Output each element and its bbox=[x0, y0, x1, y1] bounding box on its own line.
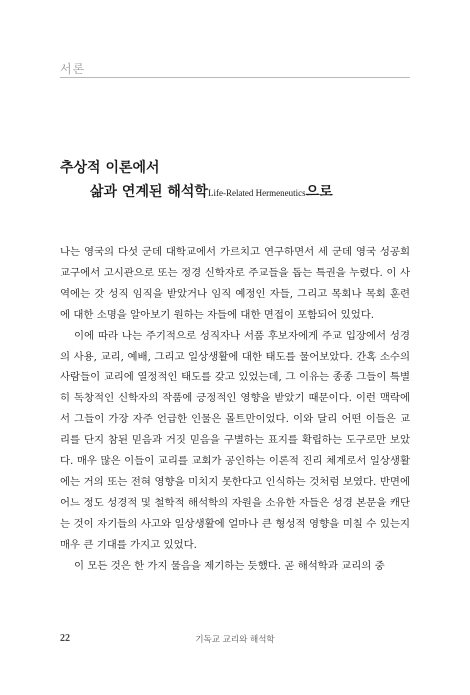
heading-line-2-suffix: 으로 bbox=[305, 184, 333, 200]
heading-line-1: 추상적 이론에서 bbox=[60, 160, 160, 176]
paragraph: 이에 따라 나는 주기적으로 성직자나 서품 후보자에게 주교 입장에서 성경의 사용, 교리, 예배, 그리고 일상생활에 대한 태도를 물어보았다. 간혹 소수의 사람들이 교리에 열정적인 태도를 갖고 있었는데, 그 이유는 종종 그들이 특별히 독창적인 신학자의 작품에 긍정적인 영향을 받았기 때문이다. 이런 맥락에서 그들이 가장 자주 언급한 인물은 몰트만이었다. 이와 달리 어떤 이들은 교리를 단지 참된 믿음과 거짓 믿음을 구별하는 표지를 확립하는 도구로만 보았다. 매우 많은 이들이 교리를 교회가 공인하는 이론적 진리 체계로서 일상생활에는 거의 또는 전혀 영향을 미치지 못한다고 인식하는 것처럼 보였다. 반면에 어느 정도 성경적 및 철학적 해석학의 자원을 소유한 자들은 성경 본문을 캐단는 것이 자기들의 사고와 일상생활에 얼마나 큰 형성적 영향을 미칠 수 있는지 매우 큰 기대를 가지고 있었다. bbox=[60, 329, 410, 551]
heading-line-2-prefix: 삶과 연계된 해석학 bbox=[90, 184, 208, 200]
chapter-heading bbox=[60, 156, 333, 205]
paragraph: 나는 영국의 다섯 군데 대학교에서 가르치고 연구하면서 세 군데 영국 성공회 교구에서 고시관으로 또는 정경 신학자로 주교들을 돕는 특권을 누렸다. 이 사역에는 갓 성직 임직을 받았거나 임직 예정인 자들, 그리고 목회나 목회 훈련에 대한 소명을 알아보기 원하는 자들에 대한 면접이 포함되어 있었다. bbox=[60, 246, 410, 321]
running-book-title: 기독교 교리와 해석학 bbox=[195, 635, 275, 645]
heading-line-2 bbox=[60, 180, 333, 205]
body-text bbox=[60, 242, 410, 577]
heading-english-term: Life-Related Hermeneutics bbox=[207, 188, 306, 198]
section-label: 서론 bbox=[60, 62, 86, 76]
page-number: 22 bbox=[60, 633, 70, 644]
header-divider bbox=[60, 77, 410, 78]
paragraph: 이 모든 것은 한 가지 물음을 제기하는 듯했다. 곧 해석학과 교리의 중 bbox=[74, 559, 385, 572]
